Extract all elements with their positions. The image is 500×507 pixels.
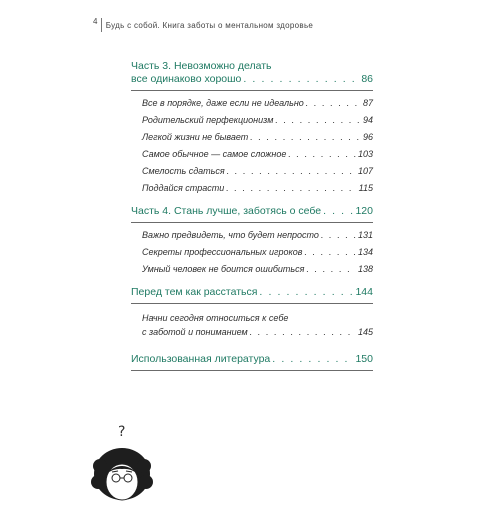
chapter-title: Использованная литература (131, 353, 271, 365)
item-page: 87 (362, 98, 373, 108)
toc-item[interactable] (131, 261, 373, 278)
toc-item[interactable] (131, 244, 373, 261)
item-title: Поддайся страсти (142, 183, 225, 193)
header-divider (101, 18, 102, 32)
item-page: 138 (357, 264, 373, 274)
chapter-title-line1: Часть 3. Невозможно делать (131, 60, 272, 72)
leader-dots (226, 180, 356, 197)
item-title: Смелость сдаться (142, 166, 225, 176)
running-title: Будь с собой. Книга заботы о ментальном здоровье (105, 21, 314, 30)
toc-item[interactable] (131, 146, 373, 163)
running-header (93, 18, 313, 32)
toc-chapter-farewell[interactable] (131, 286, 373, 299)
item-page: 115 (358, 183, 373, 193)
svg-text:?: ? (118, 424, 126, 440)
item-page: 103 (357, 149, 373, 159)
leader-dots (272, 353, 353, 366)
chapter-title: Перед тем как расстаться (131, 286, 258, 298)
leader-dots (321, 227, 356, 244)
chapter-divider (131, 90, 373, 91)
toc-chapter-part4[interactable] (131, 205, 373, 218)
item-title: Легкой жизни не бывает (142, 132, 249, 142)
item-page: 96 (362, 132, 373, 142)
girl-with-question-mark-icon (86, 422, 166, 507)
toc-item[interactable] (131, 163, 373, 180)
chapter-divider (131, 303, 373, 304)
leader-dots (323, 205, 353, 218)
chapter-page: 86 (361, 73, 373, 85)
leader-dots (250, 129, 361, 146)
item-page: 94 (362, 115, 373, 125)
table-of-contents (131, 60, 373, 375)
item-title: Секреты профессиональных игроков (142, 247, 303, 257)
chapter-title: Часть 4. Стань лучше, заботясь о себе (131, 205, 322, 217)
leader-dots (306, 261, 356, 278)
leader-dots (275, 112, 361, 129)
item-title: Самое обычное — самое сложное (142, 149, 287, 159)
toc-chapter-part3[interactable] (131, 60, 373, 86)
toc-item[interactable] (131, 308, 373, 339)
leader-dots (250, 325, 356, 339)
item-page: 145 (357, 327, 373, 337)
toc-item[interactable] (131, 227, 373, 244)
item-page: 107 (357, 166, 373, 176)
chapter-page: 144 (355, 286, 373, 298)
chapter-divider (131, 370, 373, 371)
leader-dots (259, 286, 353, 299)
leader-dots (306, 95, 361, 112)
toc-item[interactable] (131, 129, 373, 146)
chapter-page: 120 (355, 205, 373, 217)
leader-dots (288, 146, 356, 163)
chapter-divider (131, 222, 373, 223)
part4-items (131, 227, 373, 280)
item-title: Важно предвидеть, что будет непросто (142, 230, 319, 240)
leader-dots (304, 244, 356, 261)
item-title: Все в порядке, даже если не идеально (142, 98, 304, 108)
item-page: 134 (357, 247, 373, 257)
toc-item[interactable] (131, 112, 373, 129)
page-number: 4 (93, 17, 98, 26)
item-page: 131 (357, 230, 373, 240)
toc-chapter-literature[interactable] (131, 353, 373, 366)
item-title: Умный человек не боится ошибиться (142, 264, 305, 274)
chapter-page: 150 (355, 353, 373, 365)
toc-item[interactable] (131, 95, 373, 112)
item-title: Родительский перфекционизм (142, 115, 274, 125)
leader-dots (243, 73, 359, 86)
toc-item[interactable] (131, 180, 373, 197)
item-title-line2: с заботой и пониманием (142, 327, 248, 337)
leader-dots (227, 163, 356, 180)
part3-items (131, 95, 373, 199)
item-title-line1: Начни сегодня относиться к себе (142, 313, 289, 323)
chapter-title-line2: все одинаково хорошо (131, 73, 242, 85)
